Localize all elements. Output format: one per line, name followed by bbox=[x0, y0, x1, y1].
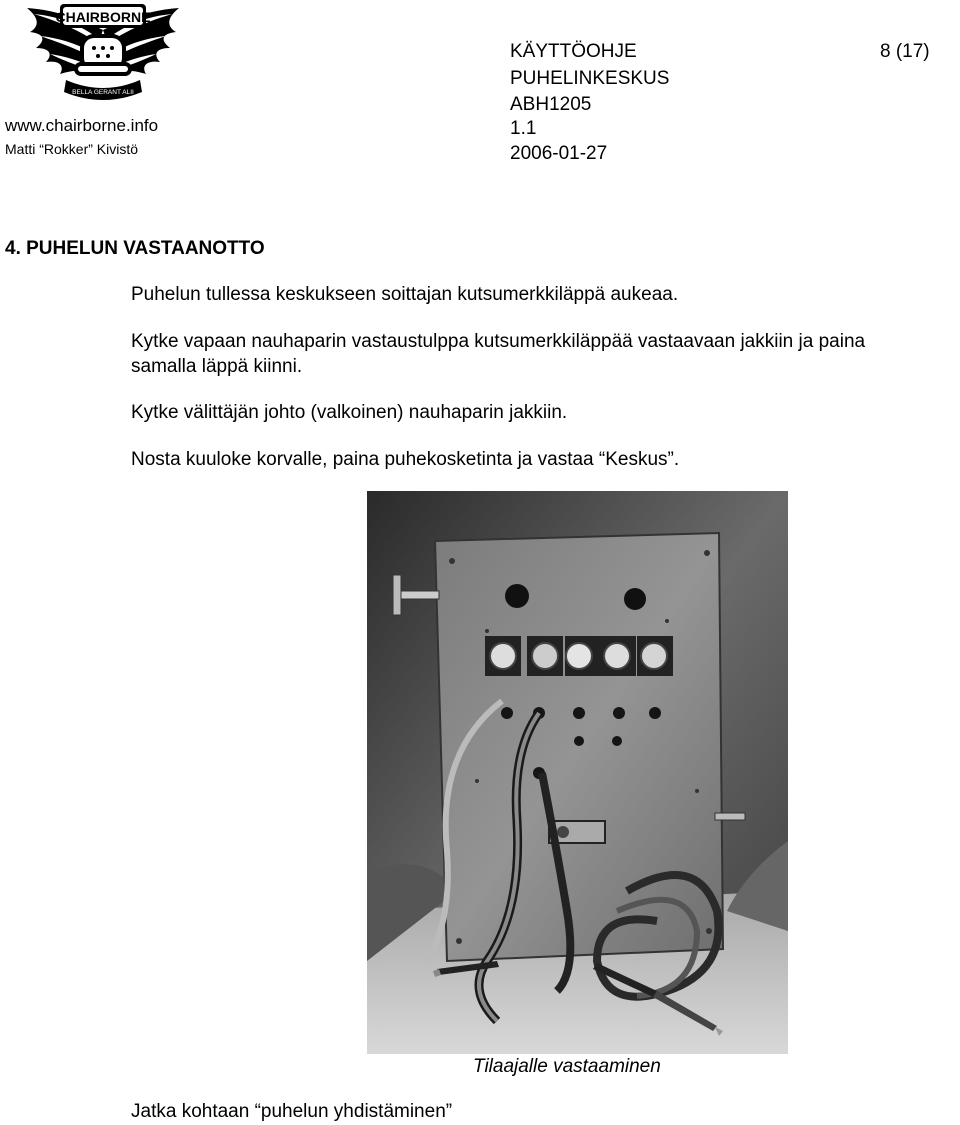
link-continue-connecting-call[interactable]: Jatka kohtaan “puhelun yhdistäminen” bbox=[131, 1101, 453, 1122]
document-date: 2006-01-27 bbox=[510, 143, 608, 164]
page-number: 8 (17) bbox=[880, 41, 930, 62]
website-url[interactable]: www.chairborne.info bbox=[5, 116, 159, 135]
author-name: Matti “Rokker” Kivistö bbox=[5, 141, 139, 157]
logo-text: CHAIRBORNE bbox=[55, 9, 151, 25]
logo-ribbon-text: BELLA GERANT ALII bbox=[72, 89, 134, 96]
switchboard-photo bbox=[367, 491, 788, 1054]
document-title: KÄYTTÖOHJE bbox=[510, 41, 637, 62]
document-subtitle: PUHELINKESKUS bbox=[510, 68, 670, 89]
instruction-paragraph-2-line-1: Kytke vapaan nauhaparin vastaustulppa kutsumerkkiläppää vastaavaan jakkiin ja paina bbox=[131, 331, 866, 352]
instruction-paragraph-4: Nosta kuuloke korvalle, paina puhekosketinta ja vastaa “Keskus”. bbox=[131, 449, 680, 470]
instruction-paragraph-1: Puhelun tullessa keskukseen soittajan kutsumerkkiläppä aukeaa. bbox=[131, 284, 679, 305]
section-heading: 4. PUHELUN VASTAANOTTO bbox=[5, 238, 265, 259]
instruction-paragraph-3: Kytke välittäjän johto (valkoinen) nauhaparin jakkiin. bbox=[131, 402, 568, 423]
model-number: ABH1205 bbox=[510, 94, 592, 115]
chairborne-logo bbox=[22, 0, 184, 112]
document-version: 1.1 bbox=[510, 118, 537, 139]
link-answering-subscriber[interactable]: Tilaajalle vastaaminen bbox=[473, 1056, 661, 1077]
instruction-paragraph-2-line-2: samalla läppä kiinni. bbox=[131, 356, 303, 377]
